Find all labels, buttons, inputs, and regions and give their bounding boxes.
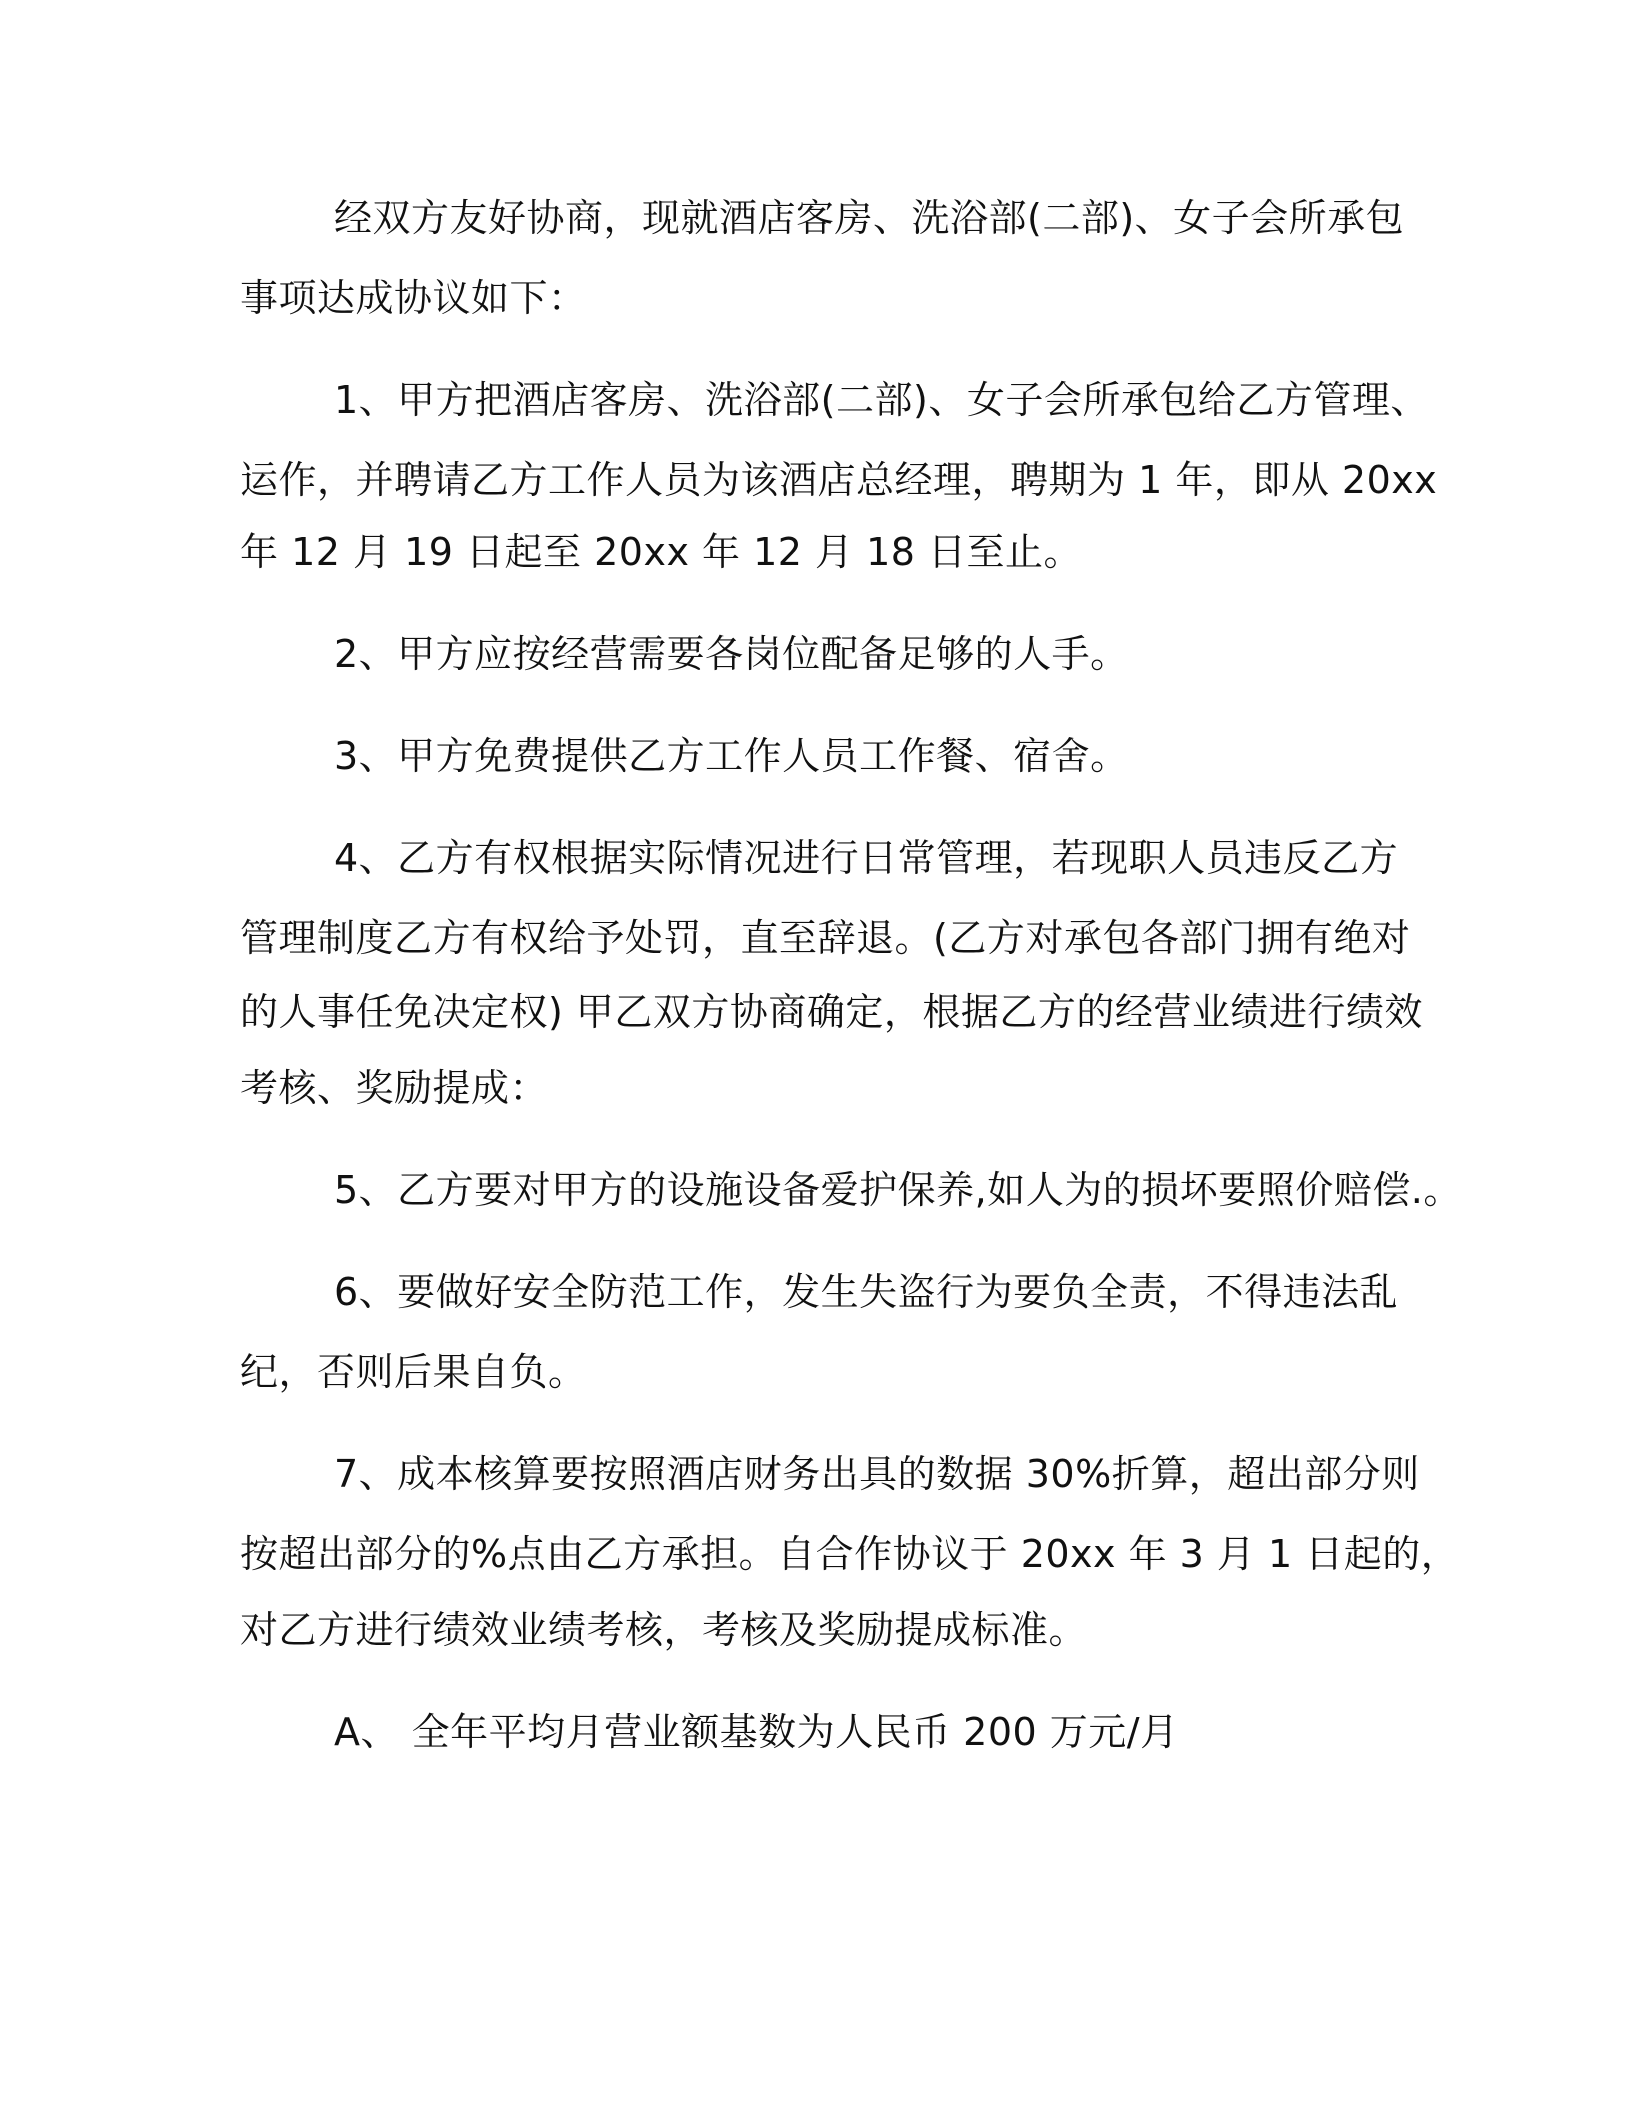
clause-6-line-2: 纪，否则后果自负。 [240,1350,587,1394]
clause-3: 3、甲方免费提供乙方工作人员工作餐、宿舍。 [334,734,1129,778]
clause-4-line-2: 管理制度乙方有权给予处罚，直至辞退。(乙方对承包各部门拥有绝对 [240,916,1411,960]
clause-4-line-4: 考核、奖励提成： [240,1066,549,1110]
clause-1-line-1: 1、甲方把酒店客房、洗浴部(二部)、女子会所承包给乙方管理、 [334,378,1429,422]
clause-1-line-2: 运作，并聘请乙方工作人员为该酒店总经理，聘期为 1 年，即从 20xx [240,458,1438,502]
paragraph-intro-line-1: 经双方友好协商，现就酒店客房、洗浴部(二部)、女子会所承包 [334,196,1405,240]
clause-2: 2、甲方应按经营需要各岗位配备足够的人手。 [334,632,1129,676]
clause-5: 5、乙方要对甲方的设施设备爱护保养,如人为的损坏要照价赔偿.。 [334,1168,1462,1212]
clause-a: A、 全年平均月营业额基数为人民币 200 万元/月 [334,1710,1179,1754]
clause-6-line-1: 6、要做好安全防范工作，发生失盗行为要负全责，不得违法乱 [334,1270,1399,1314]
clause-7-line-2: 按超出部分的%点由乙方承担。自合作协议于 20xx 年 3 月 1 日起的， [240,1532,1460,1576]
clause-7-line-1: 7、成本核算要按照酒店财务出具的数据 30%折算，超出部分则 [334,1452,1420,1496]
clause-4-line-3: 的人事任免决定权) 甲乙双方协商确定，根据乙方的经营业绩进行绩效 [240,990,1423,1034]
paragraph-intro-line-2: 事项达成协议如下： [240,276,587,320]
clause-7-line-3: 对乙方进行绩效业绩考核，考核及奖励提成标准。 [240,1608,1088,1652]
clause-1-line-3: 年 12 月 19 日起至 20xx 年 12 月 18 日至止。 [240,530,1083,574]
clause-4-line-1: 4、乙方有权根据实际情况进行日常管理，若现职人员违反乙方 [334,836,1399,880]
